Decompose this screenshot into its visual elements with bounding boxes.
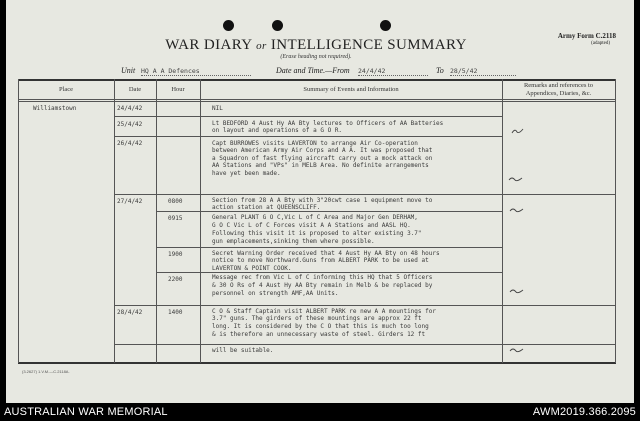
printer-imprint: (3.2627) 1.V.M.—C.2118A. [22,369,70,374]
to-date: 28/5/42 [450,67,516,76]
entry-line: on layout and operations of a G O R. [212,127,343,134]
table-bottom-border [18,362,616,364]
punch-hole [272,20,283,31]
army-form-label: Army Form C.2118 [557,32,616,40]
column-divider [200,79,201,363]
entry-line: Section from 28 A A Bty with 3"20cwt case 1 equipment move to [212,197,433,204]
row-divider [114,116,502,117]
table-top-border [18,79,616,81]
entry-line: Secret Warning Order received that 4 Aust Hy AA Bty on 48 hours [212,250,440,257]
entry-line: between American Army Air Corps and A A. It was proposed that [212,147,433,154]
column-divider [615,79,616,363]
entry-line: will be suitable. [212,347,274,354]
row-divider [114,194,615,195]
entry-line: have yet been made. [212,170,281,177]
footer-institution: AUSTRALIAN WAR MEMORIAL [4,406,168,418]
entry-hour: 0915 [168,215,183,222]
header-divider [18,99,616,100]
footer-reference: AWM2019.366.2095 [532,406,636,418]
adapted-label: (adapted) [591,41,610,46]
entry-place: Williamstown [33,105,77,112]
entry-line: Capt BURROWES visits LAVERTON to arrange Air Co-operation [212,140,418,147]
initials-mark [509,206,525,214]
entry-line: & 30 O Rs of 4 Aust Hy AA Bty remain in Melb & be replaced by [212,282,433,289]
diary-page [6,0,634,403]
row-divider [114,305,615,306]
entry-line: G O C Vic L of C Forces visit A A Stations and AASL HQ. [212,222,411,229]
army-form-number [558,32,616,48]
header-remarks: Remarks and references to [523,82,594,89]
header-divider [18,101,616,102]
entry-date: 26/4/42 [117,140,143,147]
entry-date: 28/4/42 [117,309,143,316]
entry-line: gun emplacements,sinking them where possible. [212,238,375,245]
row-divider [156,211,502,212]
entry-line: LAVERTON & POINT COOK. [212,265,292,272]
unit-label: Unit [121,66,136,75]
date-label: Date and Time.—From [276,66,350,75]
entry-line: NIL [212,105,223,112]
title-or: or [256,40,267,52]
entry-line: General PLANT G O C,Vic L of C Area and Major Gen DERHAM, [212,214,418,221]
header-place: Place [58,86,74,93]
entry-line: long. It is considered by the C O that this is much too long [212,323,429,330]
punch-hole [380,20,391,31]
initials-mark [511,127,525,135]
entry-hour: 1400 [168,309,183,316]
entry-line: personnel on strength AMF,AA Units. [212,290,339,297]
entry-line: 3.7" guns. The girders of these mountings are approx 22 ft [212,315,422,322]
row-divider [156,247,502,248]
header-remarks: Appendices, Diaries, &c. [525,90,592,97]
initials-mark [509,346,525,354]
entry-hour: 2200 [168,276,183,283]
form-title [6,37,626,54]
row-divider [114,136,502,137]
entry-line: notice to move Northward.Guns from ALBERT PARK to be used at [212,257,429,264]
unit-value: HQ A A Defences [141,67,251,76]
entry-line: Following this visit it is proposed to alter existing 3.7" [212,230,422,237]
entry-line: & is therefore an unnecessary waste of steel. Girders 12 ft [212,331,426,338]
to-label: To [436,66,444,75]
entry-hour: 1900 [168,251,183,258]
header-date: Date [128,86,142,93]
entry-line: Message rec from Vic L of C informing this HQ that 5 Officers [212,274,433,281]
row-divider [114,344,615,345]
header-summary: Summary of Events and Information [303,86,399,93]
form-subtitle: (Erase heading not required). [280,54,352,60]
entry-date: 25/4/42 [117,121,143,128]
title-intelligence-summary: INTELLIGENCE SUMMARY [270,37,467,53]
entry-date: 27/4/42 [117,198,143,205]
entry-line: C O & Staff Captain visit ALBERT PARK re new A A mountings for [212,308,436,315]
entry-line: a Squadron of fast flying aircraft carry out a mock attack on [212,155,433,162]
header-hour: Hour [171,86,185,93]
column-divider [502,79,503,363]
entry-hour: 0800 [168,198,183,205]
entry-line: Lt BEDFORD 4 Aust Hy AA Bty lectures to Officers of AA Batteries [212,120,444,127]
from-date: 24/4/42 [358,67,428,76]
initials-mark [508,175,524,183]
row-divider [156,272,502,273]
entry-line: AA Stations and "VPs" in MELB Area. No definite arrangements [212,162,429,169]
entry-date: 24/4/42 [117,105,143,112]
column-divider [18,79,19,363]
column-divider [114,79,115,363]
title-war-diary: WAR DIARY [165,37,252,53]
punch-hole [223,20,234,31]
column-divider [156,79,157,363]
entry-line: action station at QUEENSCLIFF. [212,204,321,211]
initials-mark [509,287,525,295]
meta-row [6,66,626,78]
